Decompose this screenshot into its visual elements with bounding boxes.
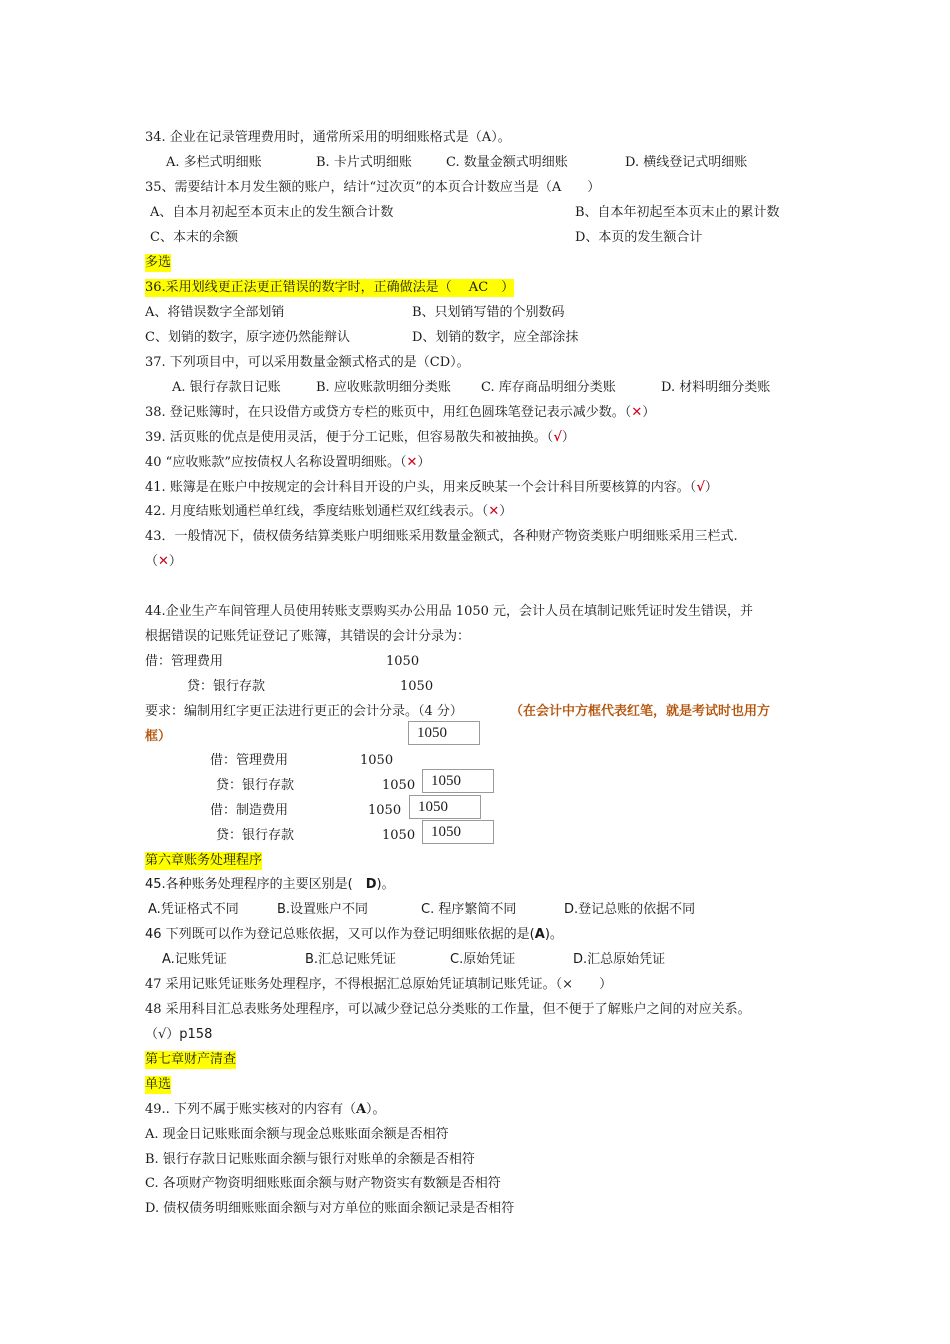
q48-text-line1: 48 采用科目汇总表账务处理程序，可以减少登记总分类账的工作量，但不便于了解账户之间的对应关系。: [145, 1002, 751, 1017]
q36-option-d: D、划销的数字，应全部涂抹: [412, 330, 579, 345]
q39-close: ）: [561, 430, 575, 445]
red-box-amount-3: 1050: [409, 795, 481, 819]
q34-option-b: B. 卡片式明细账: [316, 155, 412, 170]
q46-option-a: A.记账凭证: [162, 952, 227, 967]
q36-option-c: C、划销的数字，原字迹仍然能辩认: [145, 330, 350, 345]
q41-statement: 41. 账簿是在账户中按规定的会计科目开设的户头，用来反映某一个会计科目所要核算的内容。（: [145, 480, 697, 495]
entry2-amount: 1050: [382, 778, 416, 793]
q49-option-a: A. 现金日记账账面余额与现金总账账面余额是否相符: [145, 1127, 449, 1142]
section-chapter-6: 第六章账务处理程序: [145, 853, 263, 868]
q44-requirement: [145, 703, 463, 721]
q41-close: ）: [704, 480, 718, 495]
q43-open: （: [145, 554, 159, 569]
q43-answer: [145, 553, 182, 571]
q37-option-c: C. 库存商品明细分类账: [481, 380, 616, 395]
q49-option-c: C. 各项财产物资明细账账面余额与财产物资实有数额是否相符: [145, 1176, 501, 1191]
q45-option-d: D.登记总账的依据不同: [564, 902, 696, 917]
wrong-mark: ✕: [631, 405, 643, 420]
q37-text: 37. 下列项目中，可以采用数量金额式格式的是（CD）。: [145, 355, 470, 370]
q44-text-line1: 44.企业生产车间管理人员使用转账支票购买办公用品 1050 元，会计人员在填制记账凭证时发生错误，并: [145, 604, 754, 619]
red-box-amount-2: 1050: [422, 769, 494, 793]
red-box-amount-4: 1050: [422, 820, 494, 844]
q44-credit-label: 贷：银行存款: [187, 679, 266, 694]
q49-end: ）。: [366, 1102, 386, 1117]
q45-option-a: A.凭证格式不同: [148, 902, 239, 917]
q46-option-b: B.汇总记账凭证: [305, 952, 397, 967]
section-multi-select: 多选: [145, 255, 172, 270]
q40-close: ）: [417, 455, 431, 470]
q44-requirement-text: 要求：编制用红字更正法进行更正的会计分录。（4 分）: [145, 704, 463, 719]
q44-note-line2: 框）: [145, 729, 172, 744]
q49-statement: 49.. 下列不属于账实核对的内容有（: [145, 1102, 356, 1117]
q45-answer: D: [365, 877, 377, 892]
q42-close: ）: [499, 504, 513, 519]
q45-option-b: B.设置账户不同: [277, 902, 369, 917]
q38-close: ）: [642, 405, 656, 420]
q46-end: )。: [544, 927, 563, 942]
entry3-amount: 1050: [368, 803, 402, 818]
entry1-label: 借：管理费用: [210, 753, 289, 768]
q42-text: [145, 503, 512, 521]
q37-option-d: D. 材料明细分类账: [661, 380, 771, 395]
q44-debit-label: 借：管理费用: [145, 654, 224, 669]
q44-text-line2: 根据错误的记账凭证登记了账簿，其错误的会计分录为：: [145, 629, 471, 644]
entry1-amount: 1050: [360, 753, 394, 768]
q49-answer: A: [355, 1102, 367, 1117]
q48-text-line2: （√）p158: [145, 1027, 213, 1042]
q46-option-c: C.原始凭证: [450, 952, 516, 967]
q35-option-d: D、本页的发生额合计: [575, 230, 703, 245]
wrong-mark: ✕: [406, 455, 418, 470]
q34-option-c: C. 数量金额式明细账: [446, 155, 568, 170]
q46-option-d: D.汇总原始凭证: [573, 952, 666, 967]
q46-statement: 46 下列既可以作为登记总账依据，又可以作为登记明细账依据的是(: [145, 927, 535, 942]
q40-statement: 40 “应收账款”应按债权人名称设置明细账。（: [145, 455, 407, 470]
q43-text: 43．一般情况下，债权债务结算类账户明细账采用数量金额式，各种财产物资类账户明细账采用三栏式.: [145, 529, 738, 544]
section-single-select: 单选: [145, 1077, 172, 1092]
red-box-amount-1: 1050: [408, 721, 480, 745]
q35-option-b: B、自本年初起至本页末止的累计数: [575, 205, 780, 220]
q36-option-a: A、将错误数字全部划销: [145, 305, 285, 320]
right-mark: √: [553, 430, 562, 445]
q46-answer: A: [534, 927, 545, 942]
q38-text: [145, 404, 655, 422]
q36-option-b: B、只划销写错的个别数码: [412, 305, 565, 320]
right-mark: √: [696, 480, 705, 495]
q34-option-d: D. 横线登记式明细账: [625, 155, 748, 170]
q34-text: 34. 企业在记录管理费用时，通常所采用的明细账格式是（A）。: [145, 130, 511, 145]
entry2-label: 贷：银行存款: [216, 778, 295, 793]
q44-credit-amount: 1050: [400, 679, 434, 694]
q46-text: [145, 926, 563, 944]
q37-option-a: A. 银行存款日记账: [172, 380, 281, 395]
q39-statement: 39. 活页账的优点是使用灵活，便于分工记账，但容易散失和被抽换。（: [145, 430, 554, 445]
q34-option-a: A. 多栏式明细账: [166, 155, 262, 170]
q45-option-c: C. 程序繁简不同: [421, 902, 517, 917]
entry4-label: 贷：银行存款: [216, 828, 295, 843]
q40-text: [145, 454, 430, 472]
q47-text: 47 采用记账凭证账务处理程序，不得根据汇总原始凭证填制记账凭证。（× ）: [145, 977, 613, 992]
section-chapter-7: 第七章财产清查: [145, 1052, 237, 1067]
q39-text: [145, 429, 575, 447]
q35-text: 35、需要结计本月发生额的账户，结计“过次页”的本页合计数应当是（A ）: [145, 180, 601, 195]
q45-text: [145, 876, 395, 894]
entry4-amount: 1050: [382, 828, 416, 843]
q36-text: 36.采用划线更正法更正错误的数字时，正确做法是（ AC ）: [145, 280, 515, 295]
q43-close: ）: [168, 554, 182, 569]
q45-end: )。: [376, 877, 395, 892]
q49-option-d: D. 债权债务明细账账面余额与对方单位的账面余额记录是否相符: [145, 1201, 515, 1216]
q38-statement: 38. 登记账簿时，在只设借方或贷方专栏的账页中，用红色圆珠笔登记表示减少数。（: [145, 405, 632, 420]
q41-text: [145, 479, 718, 497]
entry3-label: 借：制造费用: [210, 803, 289, 818]
q37-option-b: B. 应收账款明细分类账: [316, 380, 451, 395]
wrong-mark: ✕: [488, 504, 500, 519]
q49-option-b: B. 银行存款日记账账面余额与银行对账单的余额是否相符: [145, 1152, 475, 1167]
q45-statement: 45.各种账务处理程序的主要区别是(: [145, 877, 366, 892]
q49-text: [145, 1101, 386, 1119]
wrong-mark: ✕: [158, 554, 169, 569]
q44-debit-amount: 1050: [386, 654, 420, 669]
q35-option-c: C、本末的余额: [150, 230, 238, 245]
q42-statement: 42. 月度结账划通栏单红线，季度结账划通栏双红线表示。（: [145, 504, 489, 519]
q35-option-a: A、自本月初起至本页末止的发生额合计数: [150, 205, 394, 220]
q44-note-line1: （在会计中方框代表红笔，就是考试时也用方: [510, 704, 771, 719]
